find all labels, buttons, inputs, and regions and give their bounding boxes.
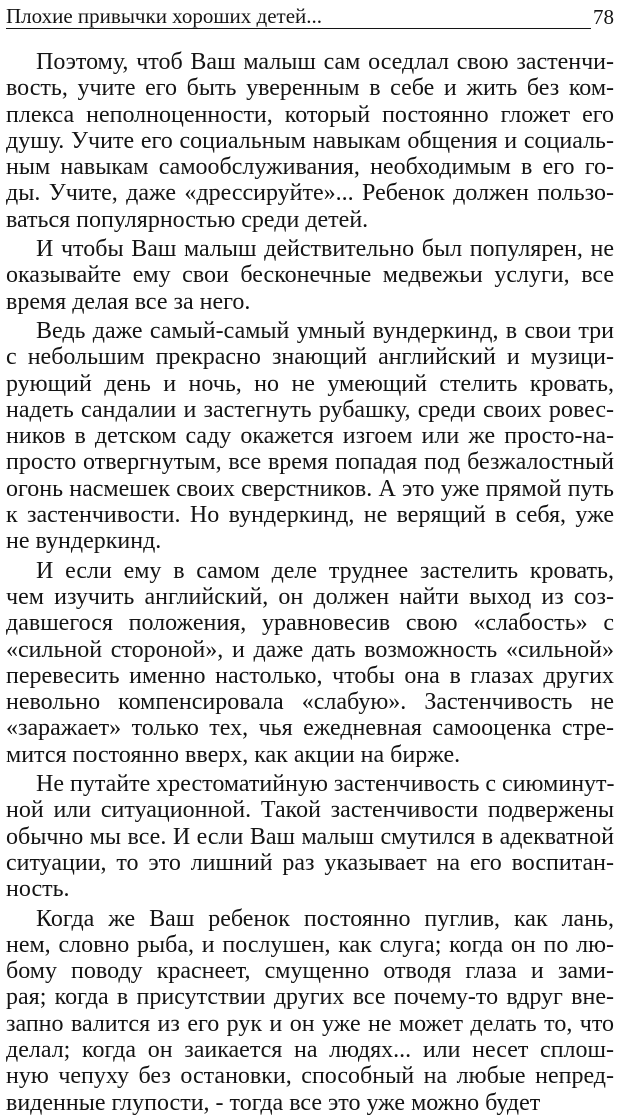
- text-line: бому поводу краснеет, смущенно отводя глаза и зами-: [6, 958, 614, 985]
- text-line: нем, словно рыба, и послушен, как слуга; когда он по лю-: [6, 931, 614, 958]
- text-line: не вундеркинд.: [6, 528, 162, 555]
- text-line: мится постоянно вверх, как акции на бирже.: [6, 741, 461, 768]
- paragraph: [6, 318, 614, 555]
- text-line: Когда же Ваш ребенок постоянно пуглив, как лань,: [36, 905, 614, 932]
- paragraph: [6, 558, 614, 768]
- text-line: просто отвергнутым, все время попадая под безжалостный: [6, 449, 614, 476]
- text-line: «сильной стороной», и даже дать возможность «сильной»: [6, 636, 614, 663]
- text-line: рующий день и ночь, но не умеющий стелить кровать,: [6, 370, 614, 397]
- text-line: ваться популярностью среди детей.: [6, 206, 369, 233]
- text-line: Ведь даже самый-самый умный вундеркинд, в свои три: [36, 317, 614, 344]
- text-line: время делая все за него.: [6, 288, 251, 315]
- text-line: Не путайте хрестоматийную застенчивость с сиюминут-: [36, 771, 615, 798]
- text-line: ников в детском саду окажется изгоем или же просто-на-: [6, 423, 614, 450]
- text-line: оказывайте ему свои бесконечные медвежьи услуги, все: [6, 262, 614, 289]
- text-line: с небольшим прекрасно знающий английский и музици-: [6, 344, 614, 371]
- text-line: плекса неполноценности, который постоянно гложет его: [6, 101, 614, 128]
- paragraph: [6, 771, 614, 902]
- text-line: душу. Учите его социальным навыкам общения и социаль-: [6, 127, 614, 154]
- text-line: огонь насмешек своих сверстников. А это уже прямой путь: [6, 475, 614, 502]
- text-line: ной или ситуационной. Такой застенчивости подвержены: [6, 797, 614, 824]
- header-title: Плохие привычки хороших детей...: [6, 4, 323, 28]
- text-line: ность.: [6, 876, 70, 903]
- text-line: обычно мы все. И если Ваш малыш смутился в адекватной: [6, 823, 614, 850]
- text-line: к застенчивости. Но вундеркинд, не верящий в себя, уже: [6, 502, 614, 529]
- text-line: виденные глупости, - тогда все это уже можно будет: [6, 1089, 541, 1116]
- header-rule: [322, 4, 591, 29]
- text-line: ситуации, то это лишний раз указывает на его воспитан-: [6, 849, 614, 876]
- text-line: ную чепуху без остановки, способный на любые непред-: [6, 1063, 614, 1090]
- paragraph: [6, 49, 614, 233]
- text-line: невольно компенсировала «слабую». Застенчивость не: [6, 689, 614, 716]
- text-line: перевесить именно настолько, чтобы она в глазах других: [6, 662, 614, 689]
- text-line: делал; когда он заикается на людях... или несет сплош-: [6, 1036, 614, 1063]
- text-line: надеть сандалии и застегнуть рубашку, среди своих ровес-: [6, 396, 614, 423]
- text-line: вость, учите его быть уверенным в себе и жить без ком-: [6, 75, 614, 102]
- text-line: запно валится из его рук и он уже не может делать то, что: [6, 1010, 614, 1037]
- text-line: И чтобы Ваш малыш действительно был популярен, не: [36, 236, 614, 263]
- text-line: чем изучить английский, он должен найти выход из соз-: [6, 583, 614, 610]
- text-line: ным навыкам самообслуживания, необходимым в его го-: [6, 154, 614, 181]
- text-line: Поэтому, чтоб Ваш малыш сам оседлал свою застенчи-: [36, 49, 614, 75]
- paragraph: [6, 906, 614, 1116]
- text-line: давшегося положения, уравновесив свою «слабость» с: [6, 610, 614, 637]
- page-number: 78: [593, 5, 614, 29]
- text-line: «заражает» только тех, чья ежедневная самооценка стре-: [6, 715, 614, 742]
- body-text: [6, 49, 614, 1119]
- running-header: [6, 3, 614, 29]
- paragraph: [6, 236, 614, 315]
- text-line: рая; когда в присутствии других все почему-то вдруг вне-: [6, 984, 614, 1011]
- text-line: И если ему в самом деле труднее застелить кровать,: [36, 557, 614, 584]
- text-line: ды. Учите, даже «дрессируйте»... Ребенок должен пользо-: [6, 180, 614, 207]
